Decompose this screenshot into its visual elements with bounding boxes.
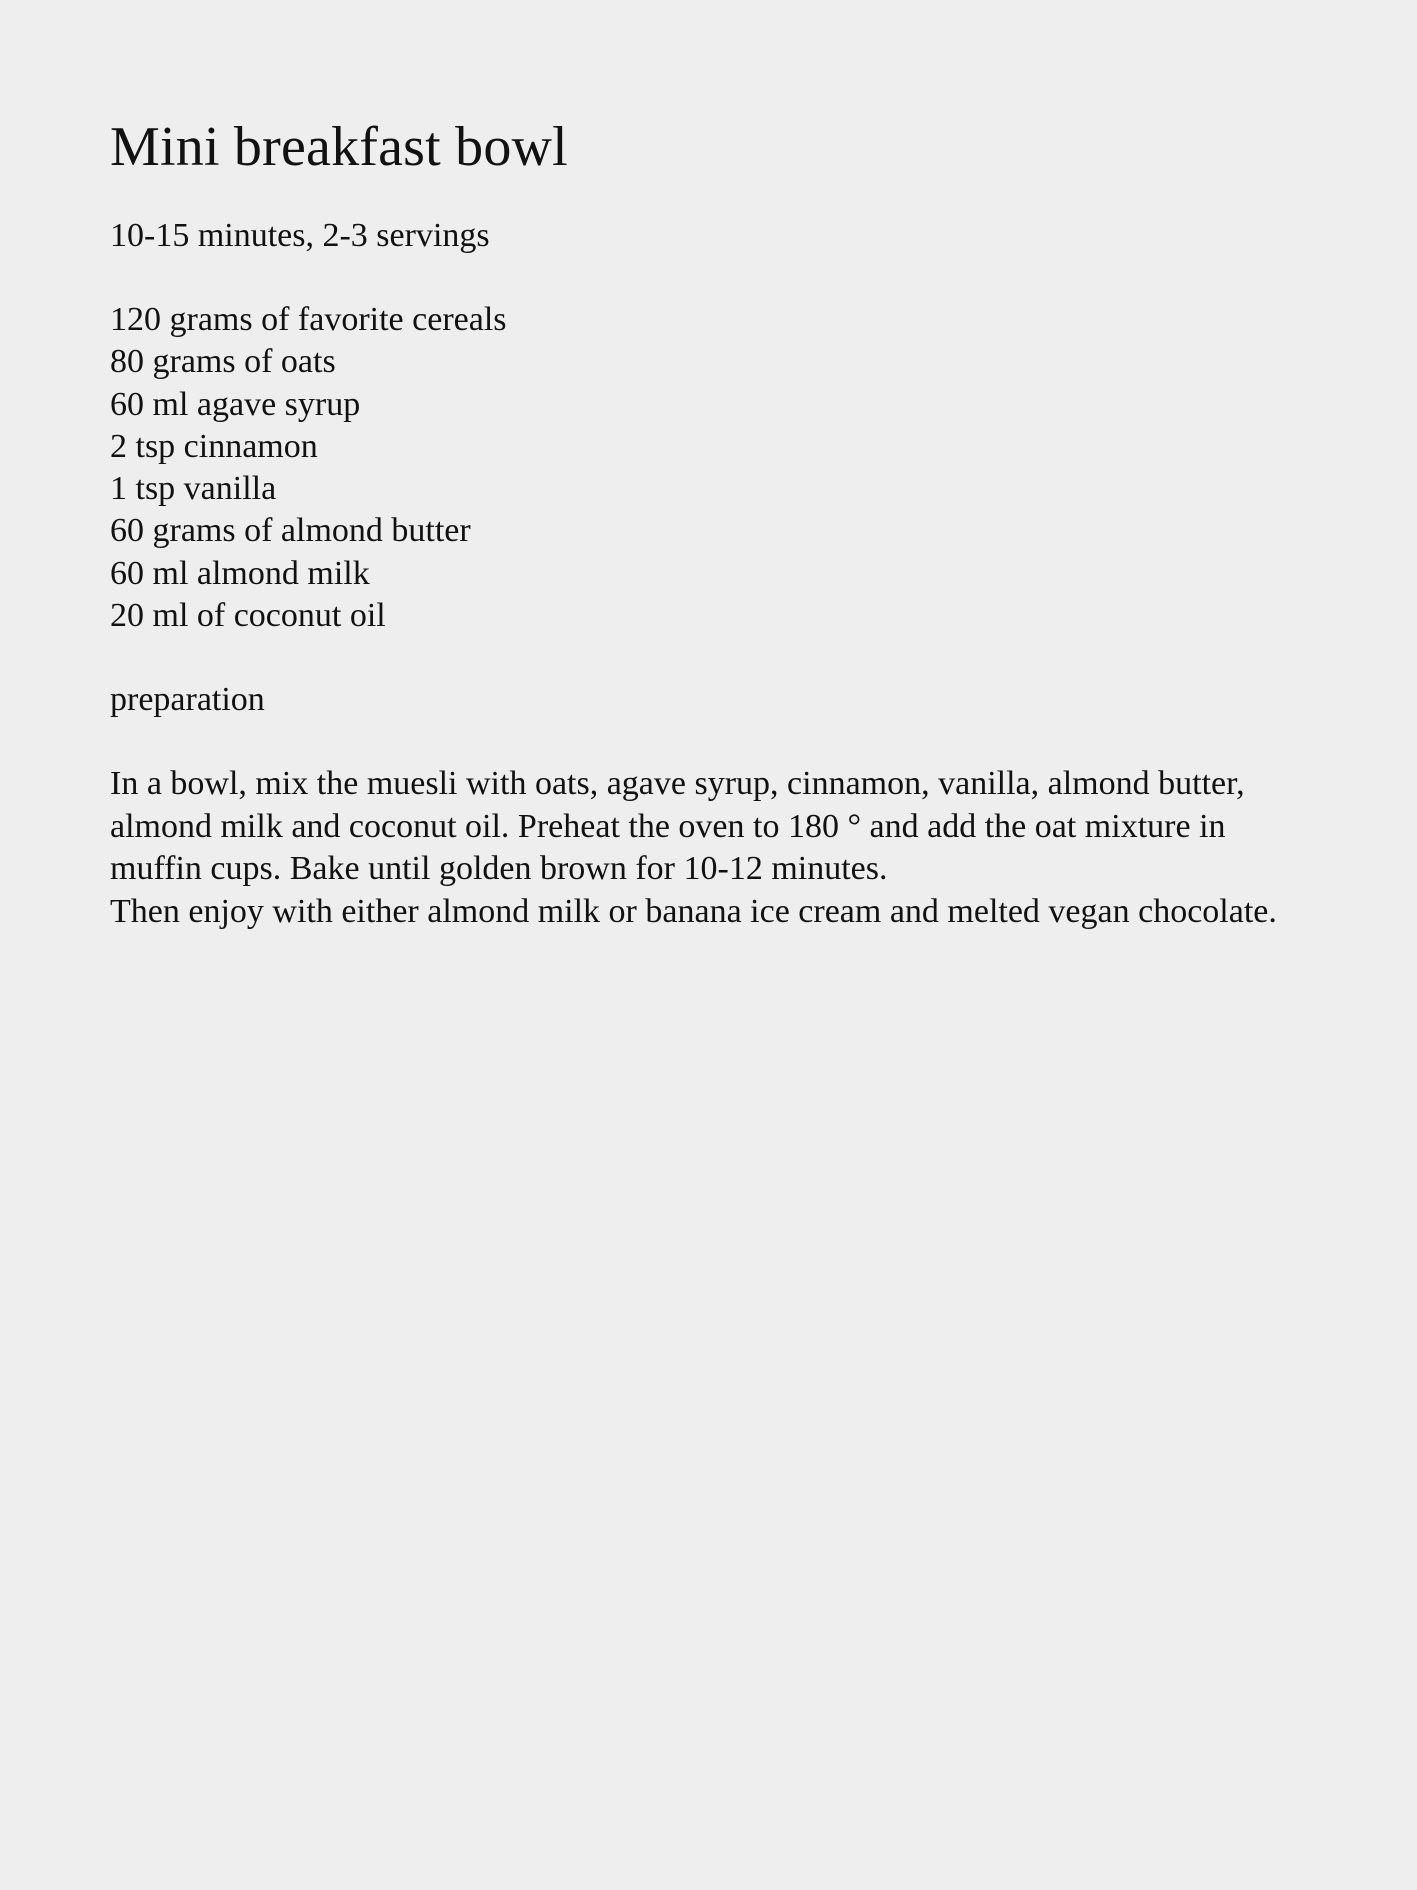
- preparation-heading: preparation: [110, 681, 265, 719]
- ingredient-item: 60 ml agave syrup: [110, 385, 361, 423]
- recipe-meta: 10-15 minutes, 2-3 servings: [110, 217, 490, 254]
- instruction-paragraph: In a bowl, mix the muesli with oats, agave syrup, cinnamon, vanilla, almond butter, almond milk and coconut oil. Preheat the oven to 180 ° and add the oat mixture in muffin cups. Bake until golden brown for 10-12 minutes.: [110, 765, 1245, 888]
- ingredient-item: 120 grams of favorite cereals: [110, 301, 507, 338]
- instruction-paragraph: Then enjoy with either almond milk or banana ice cream and melted vegan chocolate.: [110, 892, 1277, 930]
- preparation-instructions: [110, 763, 1310, 933]
- ingredient-item: 60 grams of almond butter: [110, 512, 471, 550]
- ingredient-item: 1 tsp vanilla: [110, 470, 277, 508]
- ingredient-item: 60 ml almond milk: [110, 554, 370, 592]
- ingredient-item: 80 grams of oats: [110, 343, 336, 381]
- ingredients-list: [110, 299, 1307, 637]
- ingredient-item: 2 tsp cinnamon: [110, 427, 318, 465]
- ingredient-item: 20 ml of coconut oil: [110, 597, 386, 635]
- recipe-title: Mini breakfast bowl: [110, 116, 568, 178]
